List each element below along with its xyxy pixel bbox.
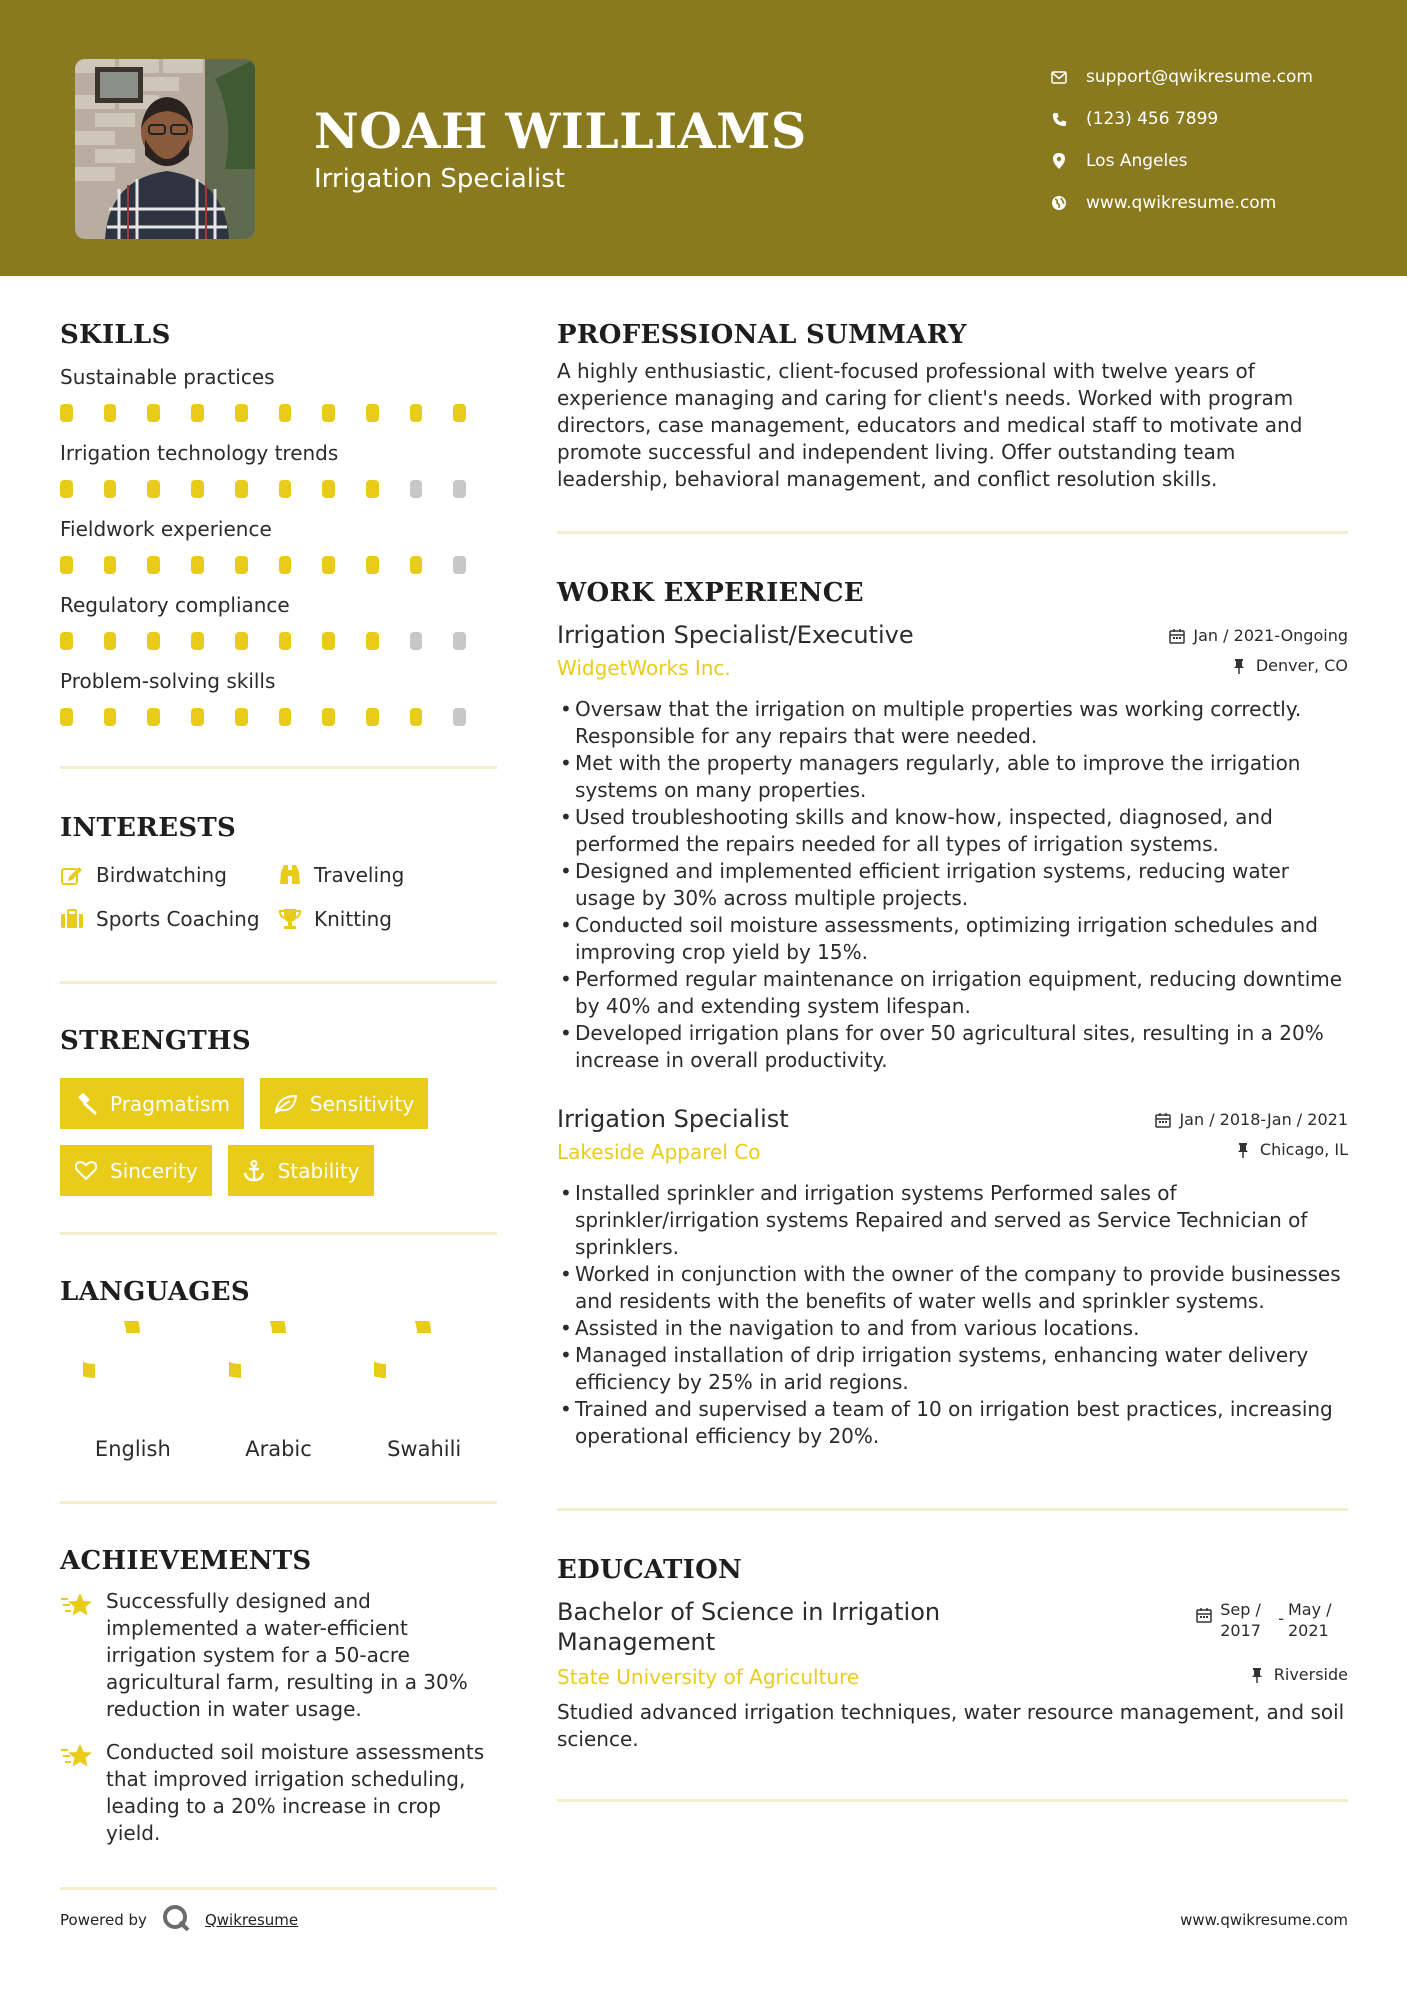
skill-dot-filled xyxy=(104,632,117,650)
job-dates xyxy=(1169,626,1348,645)
job-bullet: • Trained and supervised a team of 10 on irrigation best practices, increasing operational efficiency by 20%. xyxy=(557,1396,1348,1450)
skill-dot-filled xyxy=(191,404,204,422)
skill-dot-filled xyxy=(104,708,117,726)
skill-dot-filled xyxy=(235,404,248,422)
skill-name: Fieldwork experience xyxy=(60,517,272,541)
calendar-icon xyxy=(1169,628,1185,644)
summary-heading: PROFESSIONAL SUMMARY xyxy=(557,320,967,350)
skill-dot-filled xyxy=(235,708,248,726)
edit-icon xyxy=(60,863,84,887)
skill-dot-empty xyxy=(453,480,466,498)
education-header xyxy=(557,1597,1348,1657)
strength-tag xyxy=(228,1145,374,1196)
experience-section xyxy=(557,578,1348,1450)
skill-dot-filled xyxy=(410,708,423,726)
section-divider xyxy=(60,1501,497,1504)
skill-dot-filled xyxy=(147,404,160,422)
skills-section xyxy=(60,320,497,726)
powered-by-label: Powered by xyxy=(60,1911,147,1929)
skill-item xyxy=(60,668,497,726)
skill-dot-empty xyxy=(410,632,423,650)
job-subheader xyxy=(557,656,1348,680)
skill-dot-filled xyxy=(104,480,117,498)
strengths-section xyxy=(60,1026,497,1196)
education-dash: - xyxy=(1278,1609,1284,1628)
skill-dot-filled xyxy=(191,632,204,650)
job-bullet: • Used troubleshooting skills and know-how, inspected, diagnosed, and performed the repairs needed for all types of irrigation systems. xyxy=(557,804,1348,858)
job-bullet: • Assisted in the navigation to and from various locations. xyxy=(557,1315,1348,1342)
section-divider xyxy=(557,1799,1348,1802)
job-title: Irrigation Specialist xyxy=(557,1105,789,1133)
job-location-text: Denver, CO xyxy=(1255,656,1348,675)
job-header xyxy=(557,1104,1348,1134)
language-level-arc xyxy=(229,1321,279,1371)
qwikresume-logo-icon xyxy=(161,1903,191,1937)
skill-item xyxy=(60,364,497,422)
leaf-icon xyxy=(274,1092,298,1116)
contact-website-text: www.qwikresume.com xyxy=(1086,193,1277,213)
interests-section xyxy=(60,813,497,931)
skill-dot-filled xyxy=(191,556,204,574)
skill-dot-filled xyxy=(410,556,423,574)
education-start: Sep / 2017 xyxy=(1220,1600,1261,1640)
trophy-icon xyxy=(278,907,302,931)
skill-dot-filled xyxy=(366,632,379,650)
strengths-list xyxy=(60,1078,480,1196)
skill-dot-filled xyxy=(366,556,379,574)
language-name: English xyxy=(94,1437,171,1461)
skill-dot-filled xyxy=(60,556,73,574)
job-dates-text: Jan / 2021-Ongoing xyxy=(1193,626,1348,645)
skill-rating xyxy=(60,404,497,422)
section-divider xyxy=(60,1887,497,1890)
globe-icon xyxy=(1050,194,1068,212)
briefcase-icon xyxy=(60,907,84,931)
skill-dot-filled xyxy=(322,632,335,650)
education-description: Studied advanced irrigation techniques, water resource management, and soil science. xyxy=(557,1700,1345,1751)
skill-rating xyxy=(60,480,497,498)
interest-label: Traveling xyxy=(314,863,405,887)
contact-website[interactable] xyxy=(1050,182,1313,224)
skill-dot-filled xyxy=(279,708,292,726)
education-location-text: Riverside xyxy=(1273,1665,1348,1684)
skill-dot-filled xyxy=(366,708,379,726)
degree-name: Bachelor of Science in Irrigation Management xyxy=(557,1598,941,1656)
job-entry xyxy=(557,620,1348,1074)
strength-tag xyxy=(60,1145,212,1196)
skill-name: Irrigation technology trends xyxy=(60,441,339,465)
language-item xyxy=(351,1321,497,1461)
skill-dot-filled xyxy=(235,556,248,574)
skill-dot-filled xyxy=(104,404,117,422)
job-location xyxy=(1236,1140,1348,1159)
brand-link[interactable]: Qwikresume xyxy=(204,1911,299,1929)
skill-dot-filled xyxy=(147,556,160,574)
job-bullet: • Worked in conjunction with the owner of the company to provide businesses and residents with the benefits of water wells and sprinkler systems. xyxy=(557,1261,1348,1315)
strength-label: Sincerity xyxy=(110,1158,198,1183)
skill-dot-filled xyxy=(322,556,335,574)
language-level-ring xyxy=(374,1321,474,1421)
language-name: Arabic xyxy=(245,1437,312,1461)
job-bullet: • Conducted soil moisture assessments, optimizing irrigation schedules and improving crop yield by 15%. xyxy=(557,912,1348,966)
anchor-icon xyxy=(242,1159,266,1183)
education-subheader xyxy=(557,1665,1348,1689)
gavel-icon xyxy=(74,1092,98,1116)
skill-dot-filled xyxy=(279,632,292,650)
interests-list xyxy=(60,863,497,931)
section-divider xyxy=(557,1508,1348,1511)
company-name: Lakeside Apparel Co xyxy=(557,1140,761,1164)
calendar-icon xyxy=(1155,1112,1171,1128)
achievement-item xyxy=(60,1588,497,1723)
skill-dot-filled xyxy=(60,404,73,422)
skill-dot-filled xyxy=(322,708,335,726)
language-name: Swahili xyxy=(387,1437,462,1461)
interest-item xyxy=(278,907,478,931)
phone-icon xyxy=(1050,110,1068,128)
education-dates xyxy=(1196,1599,1348,1641)
footer-website[interactable]: www.qwikresume.com xyxy=(1180,1911,1348,1929)
strengths-heading: STRENGTHS xyxy=(60,1026,251,1056)
summary-section xyxy=(557,320,1348,493)
language-level-arc xyxy=(83,1321,133,1371)
skill-dot-filled xyxy=(322,480,335,498)
strength-label: Stability xyxy=(277,1158,360,1183)
skill-dot-filled xyxy=(279,404,292,422)
job-entry xyxy=(557,1104,1348,1450)
skill-name: Regulatory compliance xyxy=(60,593,290,617)
skill-dot-filled xyxy=(60,480,73,498)
language-item xyxy=(206,1321,352,1461)
skill-dot-filled xyxy=(235,632,248,650)
pushpin-icon xyxy=(1232,658,1248,674)
interests-heading: INTERESTS xyxy=(60,813,237,843)
job-location-text: Chicago, IL xyxy=(1259,1140,1348,1159)
skill-rating xyxy=(60,556,497,574)
job-bullet: • Met with the property managers regularly, able to improve the irrigation systems on many properties. xyxy=(557,750,1348,804)
language-item xyxy=(60,1321,206,1461)
contact-location-text: Los Angeles xyxy=(1086,151,1188,171)
skill-dot-filled xyxy=(366,404,379,422)
section-divider xyxy=(60,1232,497,1235)
candidate-name: NOAH WILLIAMS xyxy=(314,102,807,160)
skill-dot-filled xyxy=(235,480,248,498)
interest-label: Birdwatching xyxy=(96,863,227,887)
summary-text: A highly enthusiastic, client-focused professional with twelve years of experience managing and caring for client's needs. Worked with program directors, case management, educators and medical staff to motivate and promote successful and independent living. Offer outstanding team leadership, behavioral management, and conflict resolution skills. xyxy=(557,359,1303,491)
education-location xyxy=(1250,1665,1348,1684)
achievement-text: Conducted soil moisture assessments that improved irrigation scheduling, leading to a 20% increase in crop yield. xyxy=(106,1740,485,1845)
contact-email[interactable] xyxy=(1050,56,1313,98)
interest-item xyxy=(60,863,278,887)
skill-name: Sustainable practices xyxy=(60,365,275,389)
skill-dot-filled xyxy=(147,632,160,650)
company-name: WidgetWorks Inc. xyxy=(557,656,731,680)
contact-location xyxy=(1050,140,1313,182)
achievement-text: Successfully designed and implemented a water-efficient irrigation system for a 50-acre agricultural farm, resulting in a 30% reduction in water usage. xyxy=(106,1589,468,1721)
job-bullet: • Managed installation of drip irrigation systems, enhancing water delivery efficiency by 25% in arid regions. xyxy=(557,1342,1348,1396)
language-level-ring xyxy=(83,1321,183,1421)
job-bullet: • Developed irrigation plans for over 50 agricultural sites, resulting in a 20% increase in overall productivity. xyxy=(557,1020,1348,1074)
job-bullets xyxy=(557,1180,1348,1450)
pushpin-icon xyxy=(1236,1142,1252,1158)
job-bullets xyxy=(557,696,1348,1074)
contact-email-text: support@qwikresume.com xyxy=(1086,67,1313,87)
skill-dot-empty xyxy=(410,480,423,498)
achievements-heading: ACHIEVEMENTS xyxy=(60,1546,312,1576)
job-dates-text: Jan / 2018-Jan / 2021 xyxy=(1179,1110,1348,1129)
skill-rating xyxy=(60,632,497,650)
education-end: May / 2021 xyxy=(1288,1600,1332,1640)
skill-dot-filled xyxy=(279,556,292,574)
profile-photo xyxy=(75,59,255,239)
strength-label: Sensitivity xyxy=(309,1091,415,1116)
contact-phone-text: (123) 456 7899 xyxy=(1086,109,1219,129)
contact-phone[interactable] xyxy=(1050,98,1313,140)
contact-list xyxy=(1050,56,1313,224)
job-title: Irrigation Specialist/Executive xyxy=(557,621,914,649)
job-header xyxy=(557,620,1348,650)
star-icon xyxy=(60,1741,94,1771)
strength-label: Pragmatism xyxy=(110,1091,230,1116)
school-name: State University of Agriculture xyxy=(557,1665,860,1689)
achievements-section xyxy=(60,1546,497,1847)
pushpin-icon xyxy=(1250,1667,1266,1683)
job-bullet: • Installed sprinkler and irrigation systems Performed sales of sprinkler/irrigation systems Repaired and served as Service Technician of sprinklers. xyxy=(557,1180,1348,1261)
job-location xyxy=(1232,656,1348,675)
skill-item xyxy=(60,592,497,650)
section-divider xyxy=(557,531,1348,534)
education-heading: EDUCATION xyxy=(557,1555,743,1585)
job-bullet: • Oversaw that the irrigation on multiple properties was working correctly. Responsible for any repairs that were needed. xyxy=(557,696,1348,750)
right-column xyxy=(557,320,1348,1802)
skill-dot-empty xyxy=(453,556,466,574)
section-divider xyxy=(60,981,497,984)
skill-dot-filled xyxy=(60,632,73,650)
skill-dot-filled xyxy=(366,480,379,498)
experience-heading: WORK EXPERIENCE xyxy=(557,578,864,608)
skill-dot-filled xyxy=(191,480,204,498)
strength-tag xyxy=(260,1078,428,1129)
languages-heading: LANGUAGES xyxy=(60,1277,250,1307)
candidate-title: Irrigation Specialist xyxy=(314,164,565,194)
calendar-icon xyxy=(1196,1607,1212,1623)
interest-item xyxy=(278,863,478,887)
languages-list xyxy=(60,1321,497,1461)
strength-tag xyxy=(60,1078,244,1129)
achievement-item xyxy=(60,1739,497,1847)
skills-list xyxy=(60,364,497,726)
job-dates xyxy=(1155,1110,1348,1129)
section-divider xyxy=(60,766,497,769)
resume-header xyxy=(0,0,1407,276)
skill-dot-filled xyxy=(279,480,292,498)
skill-dot-empty xyxy=(453,708,466,726)
skill-dot-filled xyxy=(147,708,160,726)
skill-dot-filled xyxy=(322,404,335,422)
language-level-ring xyxy=(229,1321,329,1421)
skill-item xyxy=(60,516,497,574)
interest-label: Knitting xyxy=(314,907,392,931)
heart-icon xyxy=(74,1159,98,1183)
skill-dot-filled xyxy=(104,556,117,574)
skill-dot-empty xyxy=(453,632,466,650)
skills-heading: SKILLS xyxy=(60,320,171,350)
job-subheader xyxy=(557,1140,1348,1164)
skill-dot-filled xyxy=(60,708,73,726)
skill-dot-filled xyxy=(453,404,466,422)
location-pin-icon xyxy=(1050,152,1068,170)
interest-item xyxy=(60,907,278,931)
language-level-arc xyxy=(374,1321,424,1371)
left-column xyxy=(60,320,497,1890)
powered-by xyxy=(60,1903,298,1937)
skill-dot-filled xyxy=(147,480,160,498)
job-bullet: • Designed and implemented efficient irrigation systems, reducing water usage by 30% across multiple projects. xyxy=(557,858,1348,912)
interest-label: Sports Coaching xyxy=(96,907,260,931)
skill-item xyxy=(60,440,497,498)
skill-dot-filled xyxy=(410,404,423,422)
skill-dot-filled xyxy=(191,708,204,726)
binoculars-icon xyxy=(278,863,302,887)
star-icon xyxy=(60,1590,94,1620)
skill-name: Problem-solving skills xyxy=(60,669,276,693)
languages-section xyxy=(60,1277,497,1461)
job-bullet: • Performed regular maintenance on irrigation equipment, reducing downtime by 40% and extending system lifespan. xyxy=(557,966,1348,1020)
page-footer xyxy=(60,1903,1348,1937)
skill-rating xyxy=(60,708,497,726)
education-section xyxy=(557,1555,1348,1753)
mail-icon xyxy=(1050,68,1068,86)
